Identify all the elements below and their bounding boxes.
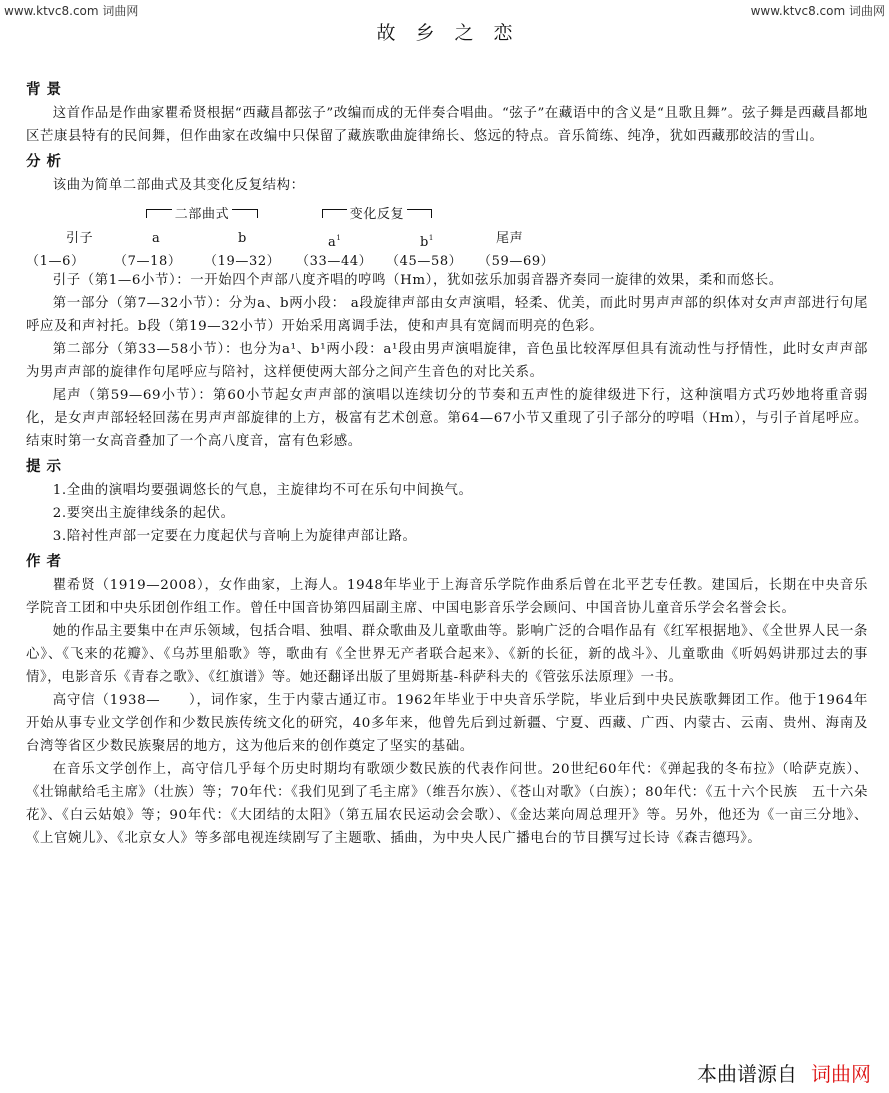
document-body (26, 76, 868, 850)
footer-site-name: 词曲网 (811, 1062, 871, 1086)
bracket-label: 二部曲式 (172, 207, 232, 222)
heading-background: 背景 (26, 82, 67, 98)
paragraph-analysis-intro-section: 引子（第1—6小节）：一开始四个声部八度齐唱的哼鸣（Hm），犹如弦乐加弱音器齐奏同一旋律的效果，柔和而悠长。 (52, 273, 783, 288)
structure-label-coda: 尾声 (496, 231, 524, 246)
heading-tips: 提示 (26, 459, 67, 475)
paragraph-analysis-part-two: 第二部分（第33—58小节）：也分为a¹、b¹两小段：a¹段由男声演唱旋律，音色虽比较浑厚但具有流动性与抒情性，此时女声声部为男声声部的旋律作句尾呼应与陪衬，这样便使两大部分之间产生音色的对比关系。 (26, 342, 868, 380)
structure-range: （7—18） (114, 254, 182, 269)
paragraph-author-gao-works: 在音乐文学创作上，高守信几乎每个历史时期均有歌颂少数民族的代表作问世。20世纪60年代：《弹起我的冬布拉》（哈萨克族）、《壮锦献给毛主席》（壮族）等；70年代：《我们见到了毛主席》（维吾尔族）、《苍山对歌》（白族）；80年代：《五十六个民族 五十六朵花》、《白云姑娘》等；90年代：《大团结的太阳》（第五届农民运动会会歌）、《金达莱向周总理开》等。另外，他还为《一亩三分地》、《上官婉儿》、《北京女人》等多部电视连续剧写了主题歌、插曲，为中央人民广播电台的节目撰写过长诗《森吉德玛》。 (26, 762, 868, 846)
bracket-binary-form (146, 203, 258, 226)
bracket-label: 变化反复 (347, 207, 407, 222)
paragraph-analysis-coda: 尾声（第59—69小节）：第60小节起女声声部的演唱以连续切分的节奏和五声性的旋律级进下行，这种演唱方式巧妙地将重音弱化，是女声声部轻轻回荡在男声声部旋律的上方，极富有艺术创意。第64—67小节又重现了引子部分的哼唱（Hm），与引子首尾呼应。结束时第一女高音叠加了一个高八度音，富有色彩感。 (26, 388, 868, 449)
superscript: 1 (336, 234, 342, 242)
paragraph-author-qu: 瞿希贤（1919—2008），女作曲家，上海人。1948年毕业于上海音乐学院作曲系后曾在北平艺专任教。建国后，长期在中央音乐学院音工团和中央乐团创作组工作。曾任中国音协第四届副主席、中国电影音乐学会顾问、中国音协儿童音乐学会名誉会长。 (26, 578, 868, 616)
tip-item: 1.全曲的演唱均要强调悠长的气息，主旋律均不可在乐句中间换气。 (52, 483, 473, 498)
structure-range: （33—44） (296, 254, 373, 269)
paragraph-author-qu-works: 她的作品主要集中在声乐领域，包括合唱、独唱、群众歌曲及儿童歌曲等。影响广泛的合唱作品有《红军根据地》、《全世界人民一条心》、《飞来的花瓣》、《乌苏里船歌》等，歌曲有《全世界无产者联合起来》、《新的长征，新的战斗》、儿童歌曲《听妈妈讲那过去的事情》，电影音乐《青春之歌》、《红旗谱》等。她还翻译出版了里姆斯基-科萨科夫的《管弦乐法原理》一书。 (26, 624, 868, 685)
structure-label-b: b (238, 231, 247, 246)
watermark-left: www.ktvc8.com 词曲网 (4, 4, 139, 18)
structure-label-a: a (152, 231, 161, 246)
structure-label-text: b (420, 235, 429, 250)
paragraph-analysis-part-one: 第一部分（第7—32小节）：分为a、b两小段： a段旋律声部由女声演唱，轻柔、优美，而此时男声声部的织体对女声声部进行句尾呼应及和声衬托。b段（第19—32小节）开始采用离调手法，使和声具有宽阔而明亮的色彩。 (26, 296, 868, 334)
structure-label-intro: 引子 (66, 231, 94, 246)
structure-range: （45—58） (386, 254, 463, 269)
structure-range: （19—32） (204, 254, 281, 269)
page-title: 故乡之恋 (376, 22, 533, 44)
structure-label-text: a (328, 235, 337, 250)
analysis-intro: 该曲为简单二部曲式及其变化反复结构： (52, 178, 305, 193)
heading-author: 作者 (26, 554, 67, 570)
bracket-varied-repeat (322, 203, 432, 226)
superscript: 1 (428, 234, 434, 242)
footer-source-brand (697, 1058, 871, 1087)
footer-source-text: 本曲谱源自 (697, 1062, 797, 1086)
paragraph-author-gao: 高守信（1938— ），词作家，生于内蒙古通辽市。1962年毕业于中央音乐学院，毕业后到中央民族歌舞团工作。他于1964年开始从事专业文学创作和少数民族传统文化的研究，40多年来，他曾先后到过新疆、宁夏、西藏、广西、内蒙古、云南、贵州、海南及台湾等省区少数民族聚居的地方，这为他后来的创作奠定了坚实的基础。 (26, 693, 868, 754)
heading-analysis: 分析 (26, 154, 67, 170)
structure-range: （1—6） (26, 254, 85, 269)
tip-item: 2.要突出主旋律线条的起伏。 (52, 506, 235, 521)
form-structure-diagram (26, 197, 868, 269)
structure-range: （59—69） (478, 254, 555, 269)
watermark-right: www.ktvc8.com 词曲网 (750, 4, 885, 18)
tip-item: 3.陪衬性声部一定要在力度起伏与音响上为旋律声部让路。 (52, 529, 417, 544)
paragraph-background: 这首作品是作曲家瞿希贤根据“西藏昌都弦子”改编而成的无伴奏合唱曲。“弦子”在藏语中的含义是“且歌且舞”。弦子舞是西藏昌都地区芒康县特有的民间舞，但作曲家在改编中只保留了藏族歌曲旋律绵长、悠远的特点。音乐简练、纯净，犹如西藏那皎洁的雪山。 (26, 106, 868, 144)
